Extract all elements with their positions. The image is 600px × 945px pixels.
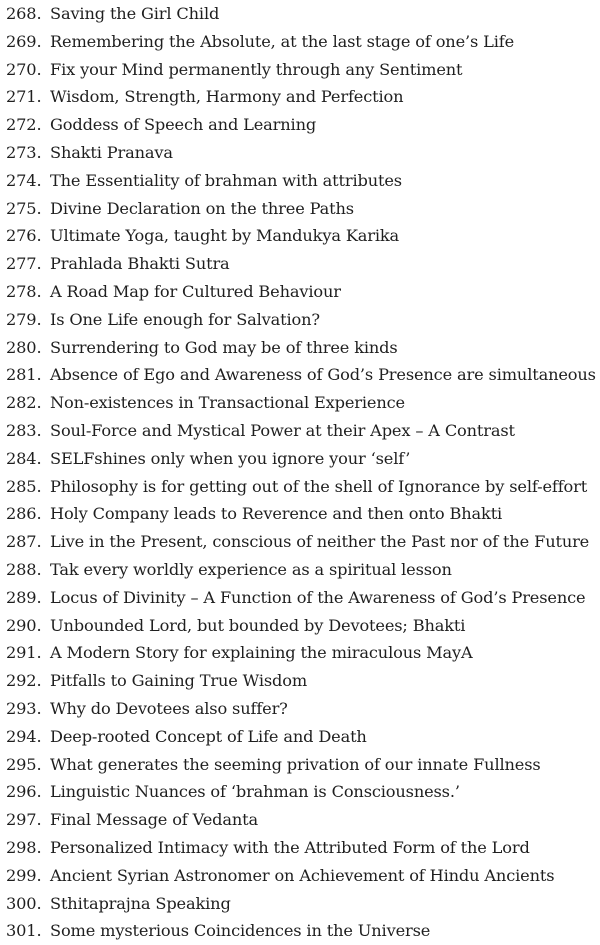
entry-title: Ancient Syrian Astronomer on Achievement of Hindu Ancients (50, 865, 555, 885)
toc-entry (6, 83, 600, 111)
entry-title: Goddess of Speech and Learning (50, 115, 317, 135)
entry-number: 275. (6, 198, 42, 218)
entry-number: 268. (6, 4, 42, 23)
entry-title: Live in the Present, conscious of neither the Past nor of the Future (50, 532, 590, 552)
entry-title: The Essentiality of brahman with attributes (50, 170, 402, 190)
entry-title: Remembering the Absolute, at the last stage of one’s Life (50, 31, 515, 51)
toc-entry (6, 389, 600, 417)
entry-title: Pitfalls to Gaining True Wisdom (50, 671, 308, 691)
entry-title: Is One Life enough for Salvation? (50, 309, 320, 329)
entry-title: Fix your Mind permanently through any Sentiment (50, 59, 463, 79)
entry-title: Why do Devotees also suffer? (50, 698, 288, 718)
entry-title: Non-existences in Transactional Experience (50, 393, 405, 413)
entry-title: Deep-rooted Concept of Life and Death (50, 726, 367, 746)
entry-number: 274. (6, 170, 42, 190)
entry-title: Philosophy is for getting out of the shell of Ignorance by self-effort (50, 476, 588, 496)
entry-title: Personalized Intimacy with the Attributed Form of the Lord (50, 837, 530, 857)
entry-title: Ultimate Yoga, taught by Mandukya Karika (50, 226, 400, 246)
toc-entry (6, 806, 600, 834)
entry-title: Prahlada Bhakti Sutra (50, 254, 230, 274)
toc-entry (6, 334, 600, 362)
toc-entry (6, 584, 600, 612)
entry-number: 284. (6, 448, 42, 468)
toc-entry (6, 695, 600, 723)
entry-title: Linguistic Nuances of ‘brahman is Consciousness.’ (50, 782, 460, 802)
entry-number: 282. (6, 393, 42, 413)
entry-title: Final Message of Vedanta (50, 810, 258, 830)
toc-entry (6, 473, 600, 501)
toc-entry (6, 556, 600, 584)
entry-number: 286. (6, 504, 42, 524)
entry-title: SELFshines only when you ignore your ‘self’ (50, 448, 411, 468)
entry-title: Sthitaprajna Speaking (50, 893, 231, 913)
entry-number: 285. (6, 476, 42, 496)
entry-number: 269. (6, 31, 42, 51)
table-of-contents (6, 0, 600, 945)
toc-entry (6, 111, 600, 139)
entry-number: 287. (6, 532, 42, 552)
toc-entry (6, 250, 600, 278)
entry-title: Unbounded Lord, but bounded by Devotees; Bhakti (50, 615, 466, 635)
entry-number: 281. (6, 365, 42, 385)
toc-entry (6, 500, 600, 528)
toc-entry (6, 278, 600, 306)
entry-title: Divine Declaration on the three Paths (50, 198, 354, 218)
entry-title: Some mysterious Coincidences in the Universe (50, 921, 431, 941)
toc-entry (6, 834, 600, 862)
toc-entry (6, 639, 600, 667)
toc-entry (6, 195, 600, 223)
toc-entry (6, 445, 600, 473)
entry-number: 300. (6, 893, 42, 913)
toc-entry (6, 667, 600, 695)
entry-number: 291. (6, 643, 42, 663)
entry-title: A Road Map for Cultured Behaviour (50, 281, 341, 301)
entry-title: Absence of Ego and Awareness of God’s Presence are simultaneous (50, 365, 596, 385)
toc-entry (6, 723, 600, 751)
toc-entry (6, 862, 600, 890)
entry-number: 295. (6, 754, 42, 774)
entry-title: Tak every worldly experience as a spiritual lesson (50, 559, 452, 579)
entry-title: Shakti Pranava (50, 142, 173, 162)
entry-number: 279. (6, 309, 42, 329)
entry-number: 283. (6, 420, 42, 440)
entry-title: Locus of Divinity – A Function of the Awareness of God’s Presence (50, 587, 586, 607)
entry-number: 296. (6, 782, 42, 802)
entry-title: What generates the seeming privation of our innate Fullness (50, 754, 541, 774)
entry-title: Soul-Force and Mystical Power at their Apex – A Contrast (50, 420, 515, 440)
entry-number: 298. (6, 837, 42, 857)
entry-number: 288. (6, 559, 42, 579)
toc-entry (6, 751, 600, 779)
toc-entry (6, 222, 600, 250)
toc-entry (6, 306, 600, 334)
entry-number: 278. (6, 281, 42, 301)
entry-number: 273. (6, 142, 42, 162)
toc-entry (6, 612, 600, 640)
entry-number: 277. (6, 254, 42, 274)
toc-entry (6, 167, 600, 195)
toc-entry (6, 917, 600, 945)
entry-number: 294. (6, 726, 42, 746)
entry-number: 301. (6, 921, 42, 941)
entry-number: 276. (6, 226, 42, 246)
entry-title: Surrendering to God may be of three kinds (50, 337, 398, 357)
entry-number: 280. (6, 337, 42, 357)
toc-entry (6, 0, 600, 28)
entry-title: Wisdom, Strength, Harmony and Perfection (50, 87, 404, 107)
toc-entry (6, 56, 600, 84)
toc-entry (6, 139, 600, 167)
entry-number: 289. (6, 587, 42, 607)
toc-entry (6, 890, 600, 918)
entry-number: 270. (6, 59, 42, 79)
toc-entry (6, 361, 600, 389)
entry-number: 292. (6, 671, 42, 691)
toc-entry (6, 528, 600, 556)
entry-number: 271. (6, 87, 42, 107)
entry-number: 297. (6, 810, 42, 830)
entry-number: 293. (6, 698, 42, 718)
entry-number: 299. (6, 865, 42, 885)
entry-title: Saving the Girl Child (50, 4, 220, 23)
entry-title: A Modern Story for explaining the miraculous MayA (50, 643, 473, 663)
entry-number: 272. (6, 115, 42, 135)
toc-entry (6, 778, 600, 806)
entry-number: 290. (6, 615, 42, 635)
entry-title: Holy Company leads to Reverence and then onto Bhakti (50, 504, 503, 524)
toc-entry (6, 28, 600, 56)
toc-entry (6, 417, 600, 445)
